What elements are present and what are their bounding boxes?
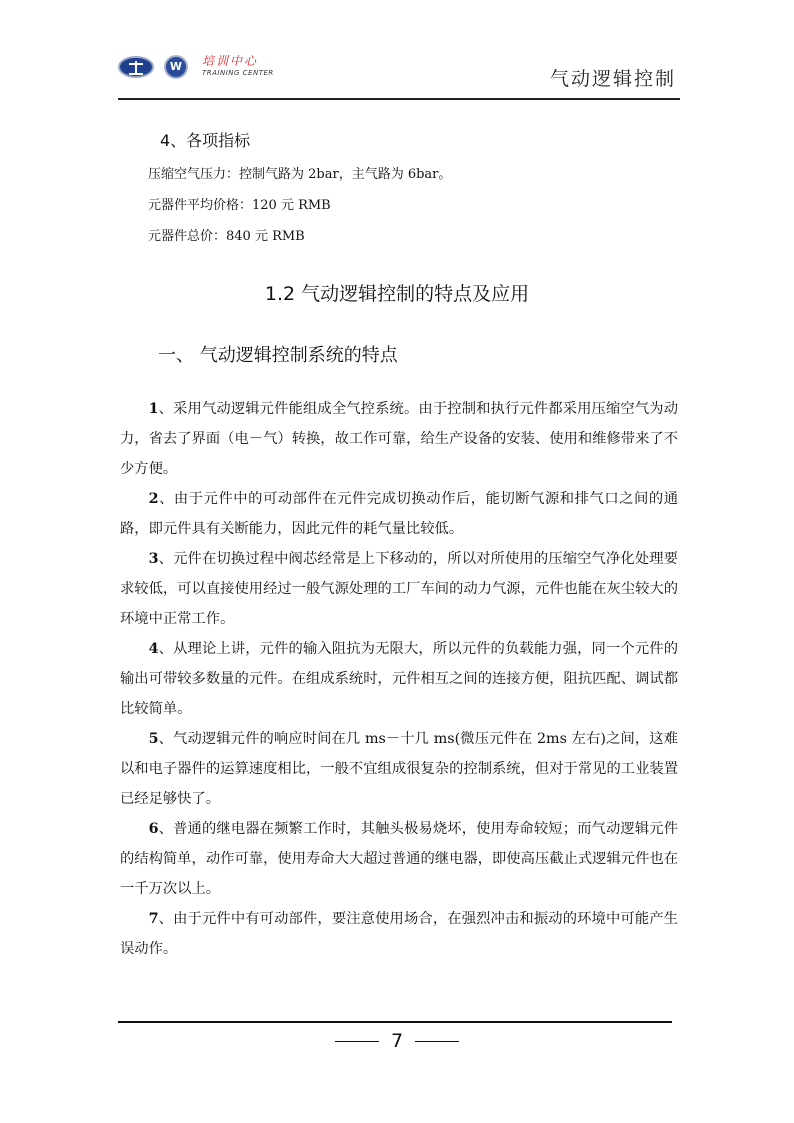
feature-paragraph-6: [120, 814, 678, 904]
specs-heading: 4、各项指标: [160, 131, 251, 150]
header-title: 气动逻辑控制: [549, 68, 676, 90]
spec-total-price: 元器件总价：840 元 RMB: [148, 229, 305, 244]
faw-logo-icon: [118, 56, 154, 78]
paragraph-text: 、从理论上讲，元件的输入阻抗为无限大，所以元件的负载能力强，同一个元件的输出可带较多数量的元件。在组成系统时，元件相互之间的连接方便，阻抗匹配、调试都比较简单。: [120, 641, 678, 717]
paragraph-number: 1: [148, 401, 159, 417]
training-center-logo-en: TRAINING CENTER: [202, 69, 274, 77]
header-divider: [118, 98, 680, 100]
page-number-value: 7: [390, 1030, 404, 1052]
feature-paragraph-3: [120, 544, 678, 634]
paragraph-number: 4: [148, 641, 159, 657]
paragraph-text: 、普通的继电器在频繁工作时，其触头极易烧坏，使用寿命较短；而气动逻辑元件的结构简单，动作可靠，使用寿命大大超过普通的继电器，即使高压截止式逻辑元件也在一千万次以上。: [120, 821, 678, 897]
feature-list: [120, 394, 678, 964]
feature-paragraph-7: [120, 904, 678, 964]
page-header: [118, 46, 680, 100]
page-number: [0, 1030, 794, 1052]
section-title: 1.2 气动逻辑控制的特点及应用: [264, 283, 530, 305]
paragraph-number: 7: [148, 911, 159, 927]
spec-avg-price: 元器件平均价格：120 元 RMB: [148, 198, 331, 213]
page-number-dash-left: [335, 1041, 379, 1042]
paragraph-text: 、气动逻辑元件的响应时间在几 ms－十几 ms(微压元件在 2ms 左右)之间，这难以和电子器件的运算速度相比，一般不宜组成很复杂的控制系统，但对于常见的工业装置已经足够快了。: [120, 731, 678, 807]
paragraph-number: 3: [148, 551, 159, 567]
paragraph-text: 、采用气动逻辑元件能组成全气控系统。由于控制和执行元件都采用压缩空气为动力，省去了界面（电－气）转换，故工作可靠，给生产设备的安装、使用和维修带来了不少方便。: [120, 401, 678, 477]
training-center-logo-cn: 培训中心: [202, 54, 259, 68]
feature-paragraph-1: [120, 394, 678, 484]
feature-paragraph-2: [120, 484, 678, 544]
paragraph-number: 5: [148, 731, 159, 747]
training-center-logo: [202, 52, 292, 82]
vw-logo-icon: W: [164, 55, 188, 79]
page-number-dash-right: [415, 1041, 459, 1042]
paragraph-text: 、元件在切换过程中阀芯经常是上下移动的，所以对所使用的压缩空气净化处理要求较低，可以直接使用经过一般气源处理的工厂车间的动力气源，元件也能在灰尘较大的环境中正常工作。: [120, 551, 678, 627]
paragraph-text: 、由于元件中的可动部件在元件完成切换动作后，能切断气源和排气口之间的通路，即元件具有关断能力，因此元件的耗气量比较低。: [120, 491, 678, 537]
logo-group: [118, 52, 292, 82]
subsection-title: 一、 气动逻辑控制系统的特点: [158, 345, 398, 366]
spec-pressure: 压缩空气压力：控制气路为 2bar，主气路为 6bar。: [148, 167, 452, 182]
paragraph-text: 、由于元件中有可动部件，要注意使用场合，在强烈冲击和振动的环境中可能产生误动作。: [120, 911, 678, 957]
feature-paragraph-4: [120, 634, 678, 724]
feature-paragraph-5: [120, 724, 678, 814]
paragraph-number: 6: [148, 821, 159, 837]
paragraph-number: 2: [148, 491, 159, 507]
footer-divider: [118, 1021, 672, 1023]
